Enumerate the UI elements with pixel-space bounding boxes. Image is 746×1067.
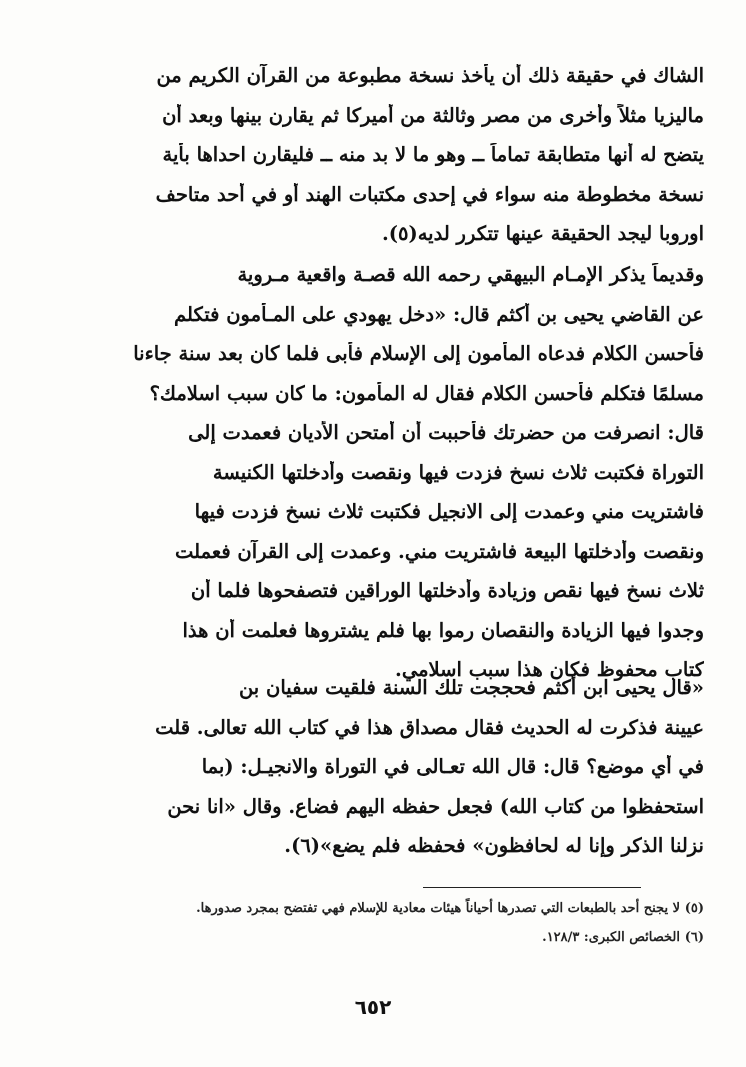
footnote-number: (٥): [684, 901, 704, 916]
footnote-text: لا يجنح أحد بالطبعات التي تصدرها أحياناً هيئات معادية للإسلام فهي تفتضح بمجرد صدورها.: [196, 901, 680, 916]
text-line: وقديماً يذكر الإمـام البيهقي رحمه الله قصـة واقعية مـروية: [237, 263, 704, 286]
text-line: نزلنا الذكر وإنا له لحافظون» فحفظه فلم يضع»(٦).: [284, 834, 704, 857]
text-line: كتاب محفوظ فكان هذا سبب اسلامي.: [395, 658, 704, 681]
text-line: ماليزيا مثلاً وأخرى من مصر وثالثة من أميركا ثم يقارن بينها وبعد أن: [162, 103, 704, 127]
text-line: التوراة فكتبت ثلاث نسخ فزدت فيها ونقصت وأدخلتها الكنيسة: [212, 460, 704, 484]
text-line: قال: انصرفت من حضرتك فأحببت أن أمتحن الأديان فعمدت إلى: [188, 421, 704, 444]
footnote-number: (٦): [684, 930, 704, 945]
text-line: نسخة مخطوطة منه سواء في إحدى مكتبات الهند أو في أحد متاحف: [155, 182, 704, 206]
paragraph-2: [76, 263, 704, 698]
text-line: عن القاضي يحيى بن أكثم قال: «دخل يهودي على المـأمون فتكلم: [174, 302, 704, 326]
text-line: ونقصت وأدخلتها البيعة فاشتريت مني. وعمدت إلى القرآن فعملت: [175, 539, 704, 563]
text-line: يتضح له أنها متطابقة تماماً ــ وهو ما لا بد منه ــ فليقارن احداها بأية: [162, 143, 704, 166]
footnote-5: [76, 896, 704, 921]
paragraph-3: [76, 676, 704, 874]
page-number: ٦٥٢: [354, 995, 392, 1019]
text-line: عيينة فذكرت له الحديث فقال مصداق هذا في كتاب الله تعالى. قلت: [155, 715, 704, 739]
footnote-6: [76, 925, 704, 950]
text-line: في أي موضع؟ قال: قال الله تعـالى في التوراة والانجيـل: (بما: [201, 755, 704, 778]
text-line: وجدوا فيها الزيادة والنقصان رموا بها فلم يشتروها فعلمت أن هذا: [182, 618, 704, 642]
text-line: استحفظوا من كتاب الله) فجعل حفظه اليهم فضاع. وقال «انا نحن: [167, 794, 704, 818]
text-line: فاشتريت مني وعمدت إلى الانجيل فكتبت ثلاث نسخ فزدت فيها: [194, 500, 704, 523]
text-line: «قال يحيى ابن أكثم فحججت تلك السنة فلقيت سفيان بن: [238, 676, 704, 699]
text-line: ثلاث نسخ فيها نقص وزيادة وأدخلتها الوراقين فتصفحوها فلما أن: [190, 579, 704, 602]
paragraph-1: [76, 64, 704, 262]
text-line: الشاك في حقيقة ذلك أن يأخذ نسخة مطبوعة من القرآن الكريم من: [156, 64, 704, 87]
footnotes: [76, 896, 704, 954]
text-line: مسلمًا فتكلم فأحسن الكلام فقال له المأمون: ما كان سبب اسلامك؟: [149, 381, 704, 405]
text-line: فأحسن الكلام فدعاه المأمون إلى الإسلام فأبى فلما كان بعد سنة جاءنا: [133, 342, 704, 365]
footnote-divider: [423, 887, 641, 888]
text-line: اوروبا ليجد الحقيقة عينها تتكرر لديه(٥).: [381, 222, 704, 245]
footnote-text: الخصائص الكبرى: ١٢٨/٣.: [542, 930, 680, 945]
